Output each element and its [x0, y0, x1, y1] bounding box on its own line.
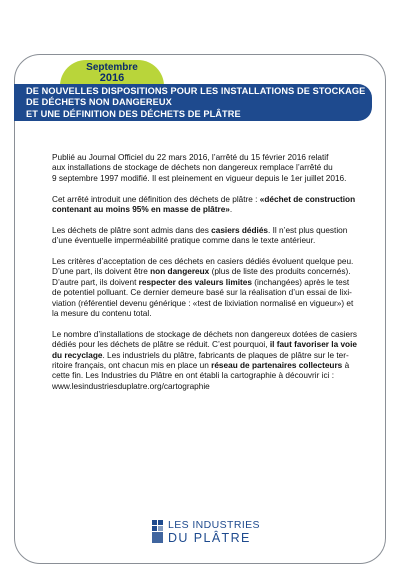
p1-line-2: aux installations de stockage de déchets non dangereux remplace l’arrêté du [52, 163, 333, 173]
logo-line-1: LES INDUSTRIES [168, 519, 260, 531]
badge-year: 2016 [99, 72, 125, 84]
paragraph-definition [52, 195, 370, 216]
p4-bold-2: respecter des valeurs limites [138, 277, 252, 287]
p1-line-3: 9 septembre 1997 modifié. Il est pleinement en vigueur depuis le 1er juillet 2016. [52, 173, 347, 183]
p3-line-2: d’une éventuelle imperméabilité pratique comme dans le texte antérieur. [52, 236, 316, 246]
p5-line-2a: dédiés pour les déchets de plâtre se réduit. C’est pourquoi, [52, 340, 270, 350]
cartography-link[interactable]: www.lesindustriesduplatre.org/cartographie [52, 381, 210, 391]
p4-line-1: Les critères d’acceptation de ces déchets en casiers dédiés évoluent quelque peu. [52, 257, 354, 267]
p5-bold-2: du recyclage [52, 350, 103, 360]
paragraph-casiers [52, 226, 370, 247]
paragraph-recyclage [52, 330, 370, 392]
title-line-3: ET UNE DÉFINITION DES DÉCHETS DE PLÂTRE [26, 108, 241, 119]
title-banner [14, 84, 372, 121]
article-body [52, 153, 370, 403]
p4-line-6: la mesure du contenu total. [52, 309, 152, 319]
p2-bold-2: contenant au moins 95% en masse de plâtre» [52, 205, 230, 215]
p2-text: Cet arrêté introduit une définition des déchets de plâtre : [52, 194, 260, 204]
p4-line-2a: D’une part, ils doivent être [52, 267, 151, 277]
p5-line-3b: . Les industriels du plâtre, fabricants de plaques de plâtre sur le ter- [102, 350, 349, 360]
p2-bold-1: «déchet de construction [259, 194, 356, 204]
title-line-1: DE NOUVELLES DISPOSITIONS POUR LES INSTALLATIONS DE STOCKAGE [26, 86, 366, 96]
p4-line-4: de potentiel polluant. Ce dernier demeure basé sur la réalisation d’un essai de lixi- [52, 288, 352, 298]
industries-du-platre-logo [152, 518, 262, 548]
p4-line-3b: (inchangées) après le test [251, 277, 350, 287]
p5-bold-3: réseau de partenaires collecteurs [211, 361, 343, 371]
p3-bold: casiers dédiés [211, 225, 269, 235]
p5-bold-1: il faut favoriser la voie [269, 340, 357, 350]
p1-line-1: Publié au Journal Officiel du 22 mars 2016, l’arrêté du 15 février 2016 relatif [52, 153, 329, 162]
p5-line-1: Le nombre d’installations de stockage de déchets non dangereux dotées de casiers [52, 329, 357, 339]
p4-line-5: viation (référentiel devenu générique : «test de lixiviation normalisé en vigueur») et [52, 298, 354, 308]
p4-bold-1: non dangereux [150, 267, 210, 277]
badge-month: Septembre [86, 62, 138, 73]
p5-line-4a: ritoire français, ont chacun mis en place un [52, 361, 212, 371]
title-line-2: DE DÉCHETS NON DANGEREUX [26, 97, 172, 108]
paragraph-criteres [52, 257, 370, 319]
p4-line-3a: D’autre part, ils doivent [52, 277, 139, 287]
p3-text-a: Les déchets de plâtre sont admis dans des [52, 225, 212, 235]
logo-line-2: DU PLÂTRE [168, 531, 251, 545]
p2-end: . [229, 205, 233, 215]
date-badge [60, 60, 164, 86]
logo-mark-icon [152, 520, 164, 544]
p5-line-4b: à [342, 361, 350, 371]
p3-text-b: . Il n’est plus question [268, 225, 348, 235]
p5-line-5: cette fin. Les Industries du Plâtre en ont établi la cartographie à découvrir ici : [52, 371, 335, 381]
p4-line-2b: (plus de liste des produits concernés). [209, 267, 351, 277]
paragraph-publication [52, 153, 370, 184]
